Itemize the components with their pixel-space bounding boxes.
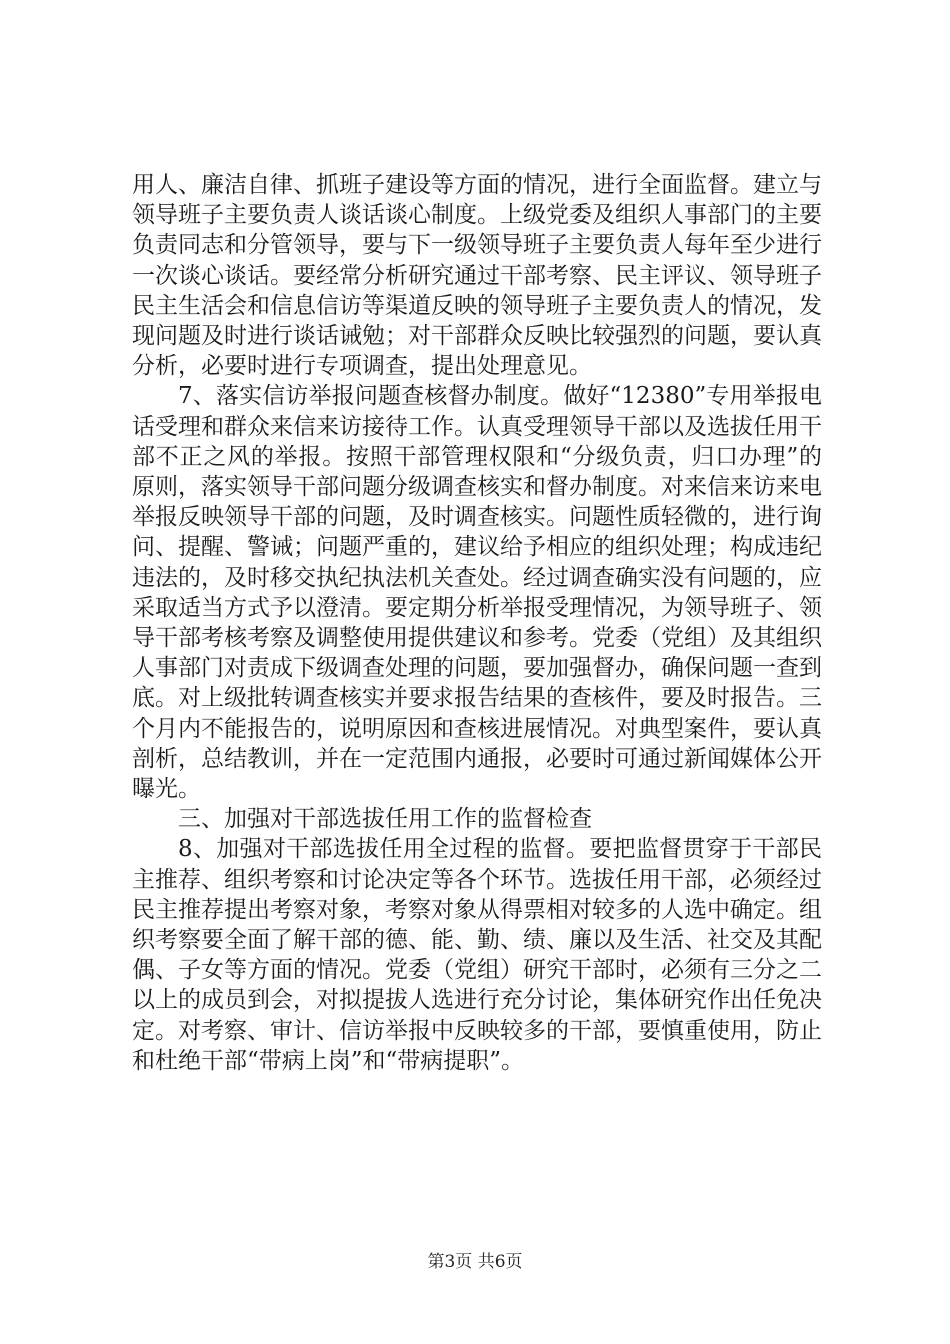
page-footer: 第3页 共6页 bbox=[427, 1252, 523, 1272]
section-heading-3: 三、加强对干部选拔任用工作的监督检查 bbox=[178, 806, 592, 833]
paragraph-continuation: 用人、廉洁自律、抓班子建设等方面的情况，进行全面监督。建立与领导班子主要负责人谈话谈心制度。上级党委及组织人事部门的主要负责同志和分管领导，要与下一级领导班子主要负责人每年至少进行一次谈心谈话。要经常分析研究通过干部考察、民主评议、领导班子民主生活会和信息信访等渠道反映的领导班子主要负责人的情况，发现问题及时进行谈话诫勉；对干部群众反映比较强烈的问题，要认真分析，必要时进行专项调查，提出处理意见。 bbox=[132, 172, 822, 380]
paragraph-item-7: 7、落实信访举报问题查核督办制度。做好“12380”专用举报电话受理和群众来信来访接待工作。认真受理领导干部以及选拔任用干部不正之风的举报。按照干部管理权限和“分级负责，归口办理”的原则，落实领导干部问题分级调查核实和督办制度。对来信来访来电举报反映领导干部的问题，及时调查核实。问题性质轻微的，进行询问、提醒、警诫；问题严重的，建议给予相应的组织处理；构成违纪违法的，及时移交执纪执法机关查处。经过调查确实没有问题的，应采取适当方式予以澄清。要定期分析举报受理情况，为领导班子、领导干部考核考察及调整使用提供建议和参考。党委（党组）及其组织人事部门对责成下级调查处理的问题，要加强督办，确保问题一查到底。对上级批转调查核实并要求报告结果的查核件，要及时报告。三个月内不能报告的，说明原因和查核进展情况。对典型案件，要认真剖析，总结教训，并在一定范围内通报，必要时可通过新闻媒体公开曝光。 bbox=[132, 383, 822, 803]
document-body bbox=[132, 170, 822, 1076]
paragraph-item-8: 8、加强对干部选拔任用全过程的监督。要把监督贯穿于干部民主推荐、组织考察和讨论决定等各个环节。选拔任用干部，必须经过民主推荐提出考察对象，考察对象从得票相对较多的人选中确定。组织考察要全面了解干部的德、能、勤、绩、廉以及生活、社交及其配偶、子女等方面的情况。党委（党组）研究干部时，必须有三分之二以上的成员到会，对拟提拔人选进行充分讨论，集体研究作出任免决定。对考察、审计、信访举报中反映较多的干部，要慎重使用，防止和杜绝干部“带病上岗”和“带病提职”。 bbox=[132, 836, 822, 1074]
